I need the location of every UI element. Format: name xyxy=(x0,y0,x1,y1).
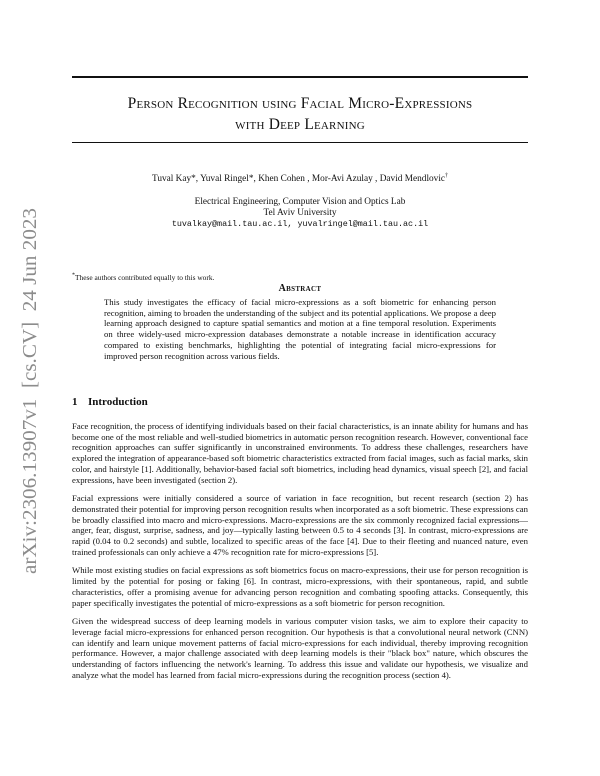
footnote-mark: * xyxy=(72,272,75,279)
author-names: Tuval Kay*, Yuval Ringel*, Khen Cohen , Mor-Avi Azulay , David Mendlovic xyxy=(151,174,446,184)
arxiv-stamp xyxy=(5,200,51,580)
affiliation-university: Tel Aviv University xyxy=(263,208,337,218)
title-rule-bottom xyxy=(72,142,528,143)
paragraph: Face recognition, the process of identifying individuals based on their facial characteristics, is an innate ability for humans and has become one of the most reliable and well-studied biometrics in automatic person recognition research. However, conventional face recognition approaches can suffer significantly in unconstrained environments. To address these challenges, researchers have explored the integration of appearance-based soft biometric characteristics extracted from facial images, such as facial marks, skin color, and hairstyle [1]. Additionally, behavior-based facial soft biometrics, including head dynamics, visual speech [2], and facial expressions, have been investigated (section 2). xyxy=(72,421,528,485)
equal-contribution-footnote xyxy=(72,273,214,282)
section-body xyxy=(72,421,528,688)
abstract-heading: Abstract xyxy=(278,283,322,294)
affiliation xyxy=(72,197,528,230)
paper-title xyxy=(72,93,528,135)
paragraph: Facial expressions were initially considered a source of variation in face recognition, but recent research (section 2) has demonstrated their potential for improving person recognition results when incorporated as a soft biometric. These expressions can be broadly classified into macro and micro-expressions. Macro-expressions are the six commonly recognized facial expressions—anger, fear, disgust, surprise, sadness, and joy—typically lasting between 0.5 to 4 seconds [3]. In contrast, micro-expressions are rapid (0.04 to 0.2 seconds) and subtle, localized to specific areas of the face [4]. Due to their fleeting and nuanced nature, even trained professionals can only achieve a 47% recognition rate for micro-expressions [5]. xyxy=(72,493,528,557)
title-rule-top xyxy=(72,76,528,78)
arxiv-stamp-text: arXiv:2306.13907v1 [cs.CV] 24 Jun 2023 xyxy=(20,236,41,574)
section-number: 1 xyxy=(72,396,78,408)
footnote-text: These authors contributed equally to this work. xyxy=(75,273,215,282)
author-list xyxy=(72,174,528,184)
paper-title-line-1: Person Recognition using Facial Micro-Expressions xyxy=(127,95,473,112)
section-title: Introduction xyxy=(88,396,148,408)
affiliation-lab: Electrical Engineering, Computer Vision and Optics Lab xyxy=(194,197,406,207)
paragraph: While most existing studies on facial expressions as soft biometrics focus on macro-expressions, their use for person recognition is limited by the potential for posing or faking [6]. In contrast, micro-expressions, with their spontaneous, rapid, and subtle characteristics, offer a promising avenue for advancing person recognition and combating spoofing attacks. Consequently, this paper specifically investigates the potential of micro-expressions as a soft biometric for person recognition. xyxy=(72,565,528,608)
author-mark: † xyxy=(445,172,449,179)
paper-title-line-2: with Deep Learning xyxy=(235,116,365,133)
paragraph: Given the widespread success of deep learning models in various computer vision tasks, we aim to explore their capacity to leverage facial micro-expressions for enhanced person recognition. Our hypothesis is that a convolutional neural network (CNN) can identify and learn unique movement patterns of facial micro-expressions for each individual, thereby improving recognition performance. However, a major challenge associated with deep learning models is their "black box" nature, which obscures the understanding of factors influencing the network's learning. To address this issue and validate our hypothesis, we visualize and analyze what the model has learned from facial micro-expressions during the recognition process (section 4). xyxy=(72,616,528,680)
author-emails: tuvalkay@mail.tau.ac.il, yuvalringel@mail.tau.ac.il xyxy=(171,219,429,229)
abstract-text: This study investigates the efficacy of facial micro-expressions as a soft biometric for enhancing person recognition, aiming to broaden the understanding of the subject and its potential applications. We propose a deep learning approach designed to capture spatial semantics and motion at a fine temporal resolution. Experiments on three widely-used micro-expression databases demonstrate a notable increase in identification accuracy compared to existing benchmarks, highlighting the potential of integrating facial micro-expressions for improved person recognition across various fields. xyxy=(104,297,496,361)
section-heading xyxy=(72,396,148,408)
